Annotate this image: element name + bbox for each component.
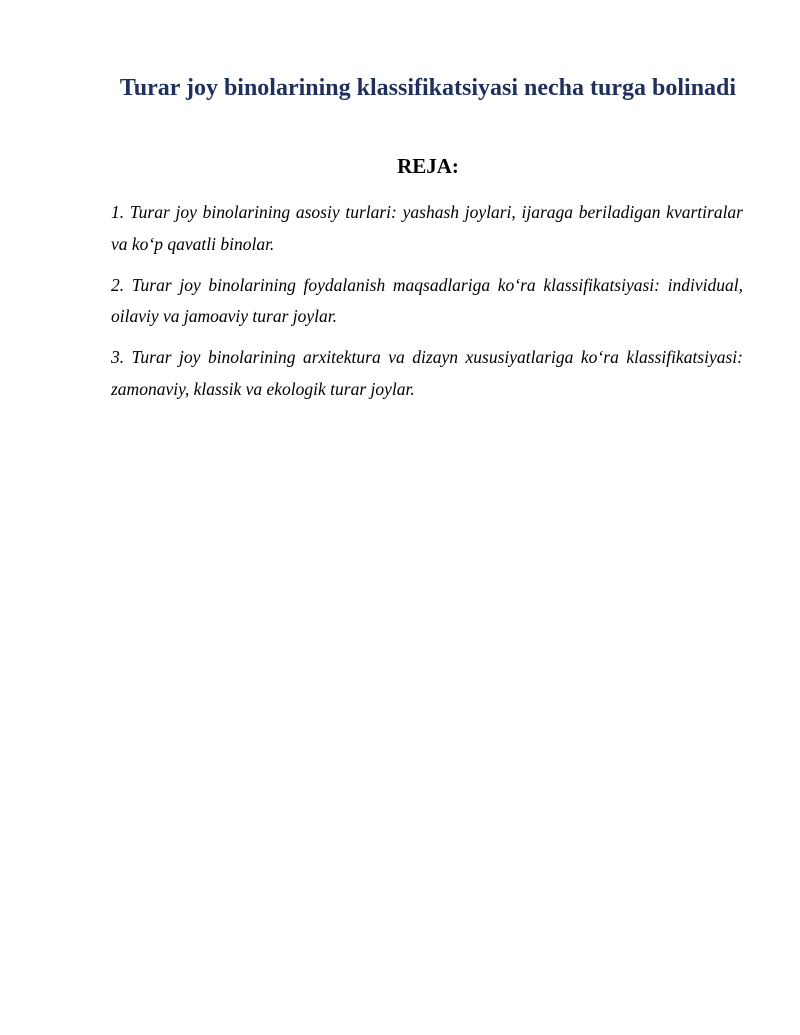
- document-title: Turar joy binolarining klassifikatsiyasi necha turga bolinadi: [119, 75, 737, 101]
- plan-item: 2. Turar joy binolarining foydalanish maqsadlariga ko‘ra klassifikatsiyasi: individual, oilaviy va jamoaviy turar joylar.: [111, 274, 743, 326]
- plan-heading: REJA:: [397, 154, 459, 178]
- plan-item: 3. Turar joy binolarining arxitektura va dizayn xususiyatlariga ko‘ra klassifikatsiyasi: zamonaviy, klassik va ekologik turar joylar.: [111, 347, 743, 399]
- plan-item: 1. Turar joy binolarining asosiy turlari: yashash joylari, ijaraga beriladigan kvartiralar va ko‘p qavatli binolar.: [111, 202, 743, 254]
- plan-list: [111, 197, 743, 415]
